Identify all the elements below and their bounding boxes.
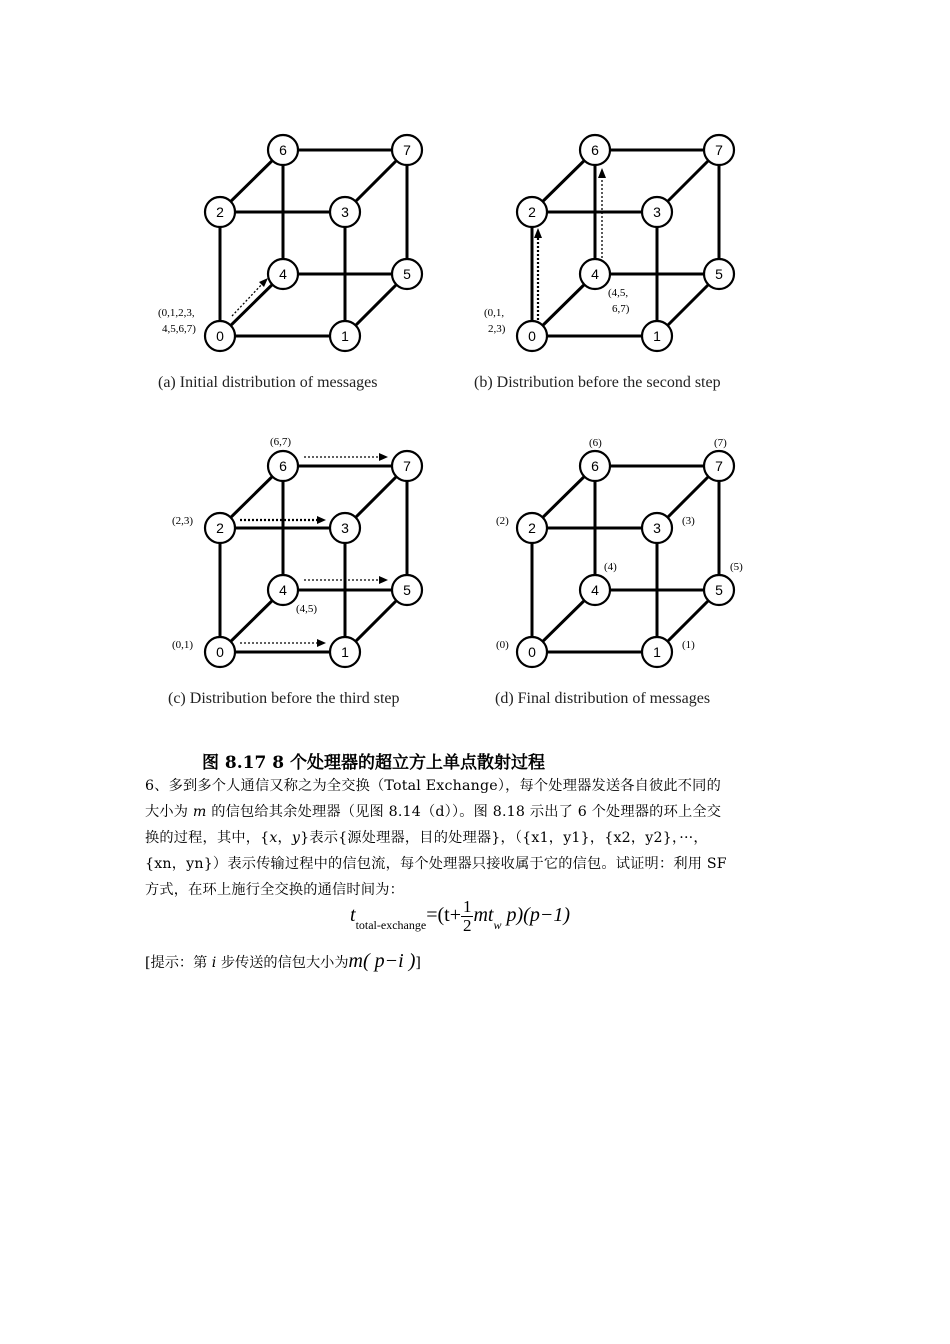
- node-number: 5: [403, 266, 411, 282]
- node-number: 0: [216, 644, 224, 660]
- text: 步传送的信包大小为: [216, 955, 349, 971]
- paragraph-line-4: {xn，yn}）表示传输过程中的信包流，每个处理器只接收属于它的信包。试证明：利用 SF: [145, 856, 727, 872]
- formula-total-exchange: [350, 898, 570, 935]
- arrowhead: [379, 453, 388, 461]
- arrowhead: [317, 516, 326, 524]
- paragraph-line-5: 方式，在环上施行全交换的通信时间为：: [145, 882, 404, 898]
- node-1: [642, 637, 672, 667]
- caption-b: (b) Distribution before the second step: [474, 374, 721, 391]
- msg-label: (5): [730, 561, 743, 573]
- node-number: 1: [341, 644, 349, 660]
- node-number: 3: [653, 204, 661, 220]
- text: ，: [277, 830, 292, 846]
- node-2: [205, 513, 235, 543]
- node-6: [268, 451, 298, 481]
- node-1: [330, 321, 360, 351]
- arrowhead: [534, 228, 542, 238]
- node-number: 4: [279, 266, 287, 282]
- node-number: 1: [341, 328, 349, 344]
- msg-label: (0,1,: [484, 307, 505, 319]
- arrowhead: [598, 168, 606, 178]
- node-number: 2: [528, 204, 536, 220]
- node-4: [580, 575, 610, 605]
- var-x: x: [269, 830, 278, 846]
- msg-label: (6,7): [270, 436, 292, 448]
- formula-part: =(t+: [426, 904, 461, 927]
- formula-subscript: w: [493, 918, 502, 933]
- var-m: m: [192, 804, 207, 820]
- msg-label: (0): [496, 639, 509, 651]
- text: 的信包给其余处理器（见图 8.14（d））。图 8.18 示出了 6 个处理器的环上全交: [206, 804, 722, 820]
- denominator: 2: [462, 916, 472, 935]
- hint-line: [145, 950, 421, 973]
- node-number: 4: [591, 266, 599, 282]
- paragraph-line-2: [145, 799, 807, 825]
- node-number: 0: [216, 328, 224, 344]
- node-number: 4: [279, 582, 287, 598]
- msg-label: 4,5,6,7): [162, 323, 196, 335]
- caption-c: (c) Distribution before the third step: [168, 690, 400, 707]
- text: }表示{源处理器，目的处理器}，（{x1，y1}，{x2，y2}，···，: [300, 830, 708, 846]
- hint-expression: m( p−i ): [348, 950, 416, 972]
- text: 大小为: [145, 804, 193, 820]
- arrows-c: [240, 453, 388, 647]
- panel-c: [150, 436, 440, 720]
- var-t: t: [350, 904, 356, 927]
- node-number: 5: [715, 266, 723, 282]
- hypercube-d: [462, 437, 752, 716]
- formula-part: p)(p−1): [501, 904, 570, 927]
- caption-d: (d) Final distribution of messages: [495, 690, 711, 707]
- node-7: [704, 135, 734, 165]
- text: 换的过程，其中，{: [145, 830, 270, 846]
- cube-edges: [220, 150, 407, 336]
- node-3: [642, 513, 672, 543]
- node-number: 3: [341, 204, 349, 220]
- node-number: 7: [403, 142, 411, 158]
- node-number: 1: [653, 644, 661, 660]
- hypercube-b: [462, 130, 752, 400]
- text: [提示：第: [145, 955, 212, 971]
- node-0: [205, 637, 235, 667]
- node-2: [517, 197, 547, 227]
- node-number: 1: [653, 328, 661, 344]
- arrowhead: [379, 576, 388, 584]
- node-0: [517, 637, 547, 667]
- panel-b: [462, 130, 752, 404]
- cube-edges: [220, 466, 407, 652]
- node-3: [642, 197, 672, 227]
- node-number: 3: [341, 520, 349, 536]
- node-2: [517, 513, 547, 543]
- panel-d: [462, 437, 752, 720]
- node-number: 7: [715, 458, 723, 474]
- msg-label: (0,1): [172, 639, 194, 651]
- node-6: [580, 135, 610, 165]
- msg-label: (4,5): [296, 603, 318, 615]
- node-number: 5: [403, 582, 411, 598]
- caption-a: (a) Initial distribution of messages: [158, 374, 378, 391]
- msg-label: (4,5,: [608, 287, 629, 299]
- node-1: [330, 637, 360, 667]
- node-3: [330, 197, 360, 227]
- figure-title: 图 8.17 8 个处理器的超立方上单点散射过程: [202, 753, 545, 773]
- node-7: [704, 451, 734, 481]
- formula-part: mt: [473, 904, 494, 927]
- msg-label: (2,3): [172, 515, 194, 527]
- msg-label: 6,7): [612, 303, 630, 315]
- node-number: 6: [279, 142, 287, 158]
- msg-label: 2,3): [488, 323, 506, 335]
- panel-a: [150, 130, 440, 404]
- node-number: 0: [528, 644, 536, 660]
- hypercube-c: [150, 436, 440, 716]
- node-4: [268, 575, 298, 605]
- msg-label: (7): [714, 437, 727, 449]
- msg-label: (0,1,2,3,: [158, 307, 195, 319]
- node-number: 5: [715, 582, 723, 598]
- node-0: [517, 321, 547, 351]
- var-y: y: [291, 830, 301, 846]
- node-6: [580, 451, 610, 481]
- arrowhead: [317, 639, 326, 647]
- msg-label: (1): [682, 639, 695, 651]
- text: ]: [415, 955, 421, 971]
- node-number: 0: [528, 328, 536, 344]
- node-number: 6: [279, 458, 287, 474]
- node-5: [704, 575, 734, 605]
- node-number: 6: [591, 458, 599, 474]
- msg-label: (6): [589, 437, 602, 449]
- paragraph-line-3: [145, 825, 807, 851]
- node-number: 4: [591, 582, 599, 598]
- node-4: [580, 259, 610, 289]
- fraction-half: [461, 898, 474, 935]
- node-6: [268, 135, 298, 165]
- node-7: [392, 451, 422, 481]
- formula-subscript: total-exchange: [355, 918, 427, 933]
- node-number: 7: [715, 142, 723, 158]
- node-7: [392, 135, 422, 165]
- node-number: 6: [591, 142, 599, 158]
- node-number: 3: [653, 520, 661, 536]
- node-number: 7: [403, 458, 411, 474]
- node-5: [392, 259, 422, 289]
- msg-label: (2): [496, 515, 509, 527]
- node-3: [330, 513, 360, 543]
- var-i: i: [211, 955, 217, 971]
- node-2: [205, 197, 235, 227]
- cube-edges: [532, 466, 719, 652]
- numerator: 1: [462, 897, 472, 916]
- arrows-a: [232, 278, 268, 316]
- node-4: [268, 259, 298, 289]
- node-number: 2: [528, 520, 536, 536]
- node-number: 2: [216, 204, 224, 220]
- node-0: [205, 321, 235, 351]
- node-5: [704, 259, 734, 289]
- node-number: 2: [216, 520, 224, 536]
- node-5: [392, 575, 422, 605]
- node-1: [642, 321, 672, 351]
- msg-label: (3): [682, 515, 695, 527]
- hypercube-a: [150, 130, 440, 400]
- msg-label: (4): [604, 561, 617, 573]
- paragraph-line-1: 6、多到多个人通信又称之为全交换（Total Exchange），每个处理器发送各自彼此不同的: [145, 778, 721, 794]
